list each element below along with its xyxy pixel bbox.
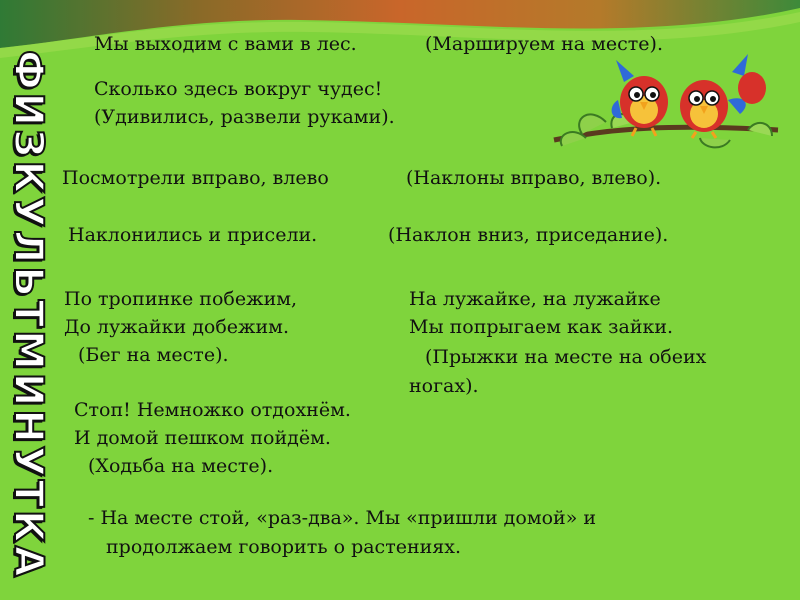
line-5a: Наклонились и присели. (68, 224, 318, 246)
line-1b: (Маршируем на месте). (425, 33, 663, 55)
line-6r: На лужайке, на лужайке (409, 288, 661, 310)
line-6: По тропинке побежим, (64, 288, 298, 310)
line-7: До лужайки добежим. (64, 316, 290, 338)
line-4b: (Наклоны вправо, влево). (406, 167, 662, 189)
line-7r: Мы попрыгаем как зайки. (409, 316, 674, 338)
birds-on-branch-illustration (552, 48, 782, 160)
line-8: (Бег на месте). (78, 344, 229, 366)
line-13: - На месте стой, «раз-два». Мы «пришли домой» и (88, 507, 597, 529)
line-5b: (Наклон вниз, приседание). (388, 224, 669, 246)
line-9r: ногах). (409, 375, 479, 397)
line-8r: (Прыжки на месте на обеих (425, 346, 707, 368)
vertical-title: ФИЗКУЛЬТМИНУТКА (5, 50, 51, 580)
line-1a: Мы выходим с вами в лес. (94, 33, 357, 55)
line-3: (Удивились, развели руками). (94, 106, 395, 128)
line-10: Стоп! Немножко отдохнём. (74, 399, 351, 421)
line-12: (Ходьба на месте). (88, 455, 274, 477)
line-11: И домой пешком пойдём. (74, 427, 331, 449)
line-2: Сколько здесь вокруг чудес! (94, 78, 383, 100)
line-4a: Посмотрели вправо, влево (62, 167, 329, 189)
line-14: продолжаем говорить о растениях. (106, 536, 462, 558)
